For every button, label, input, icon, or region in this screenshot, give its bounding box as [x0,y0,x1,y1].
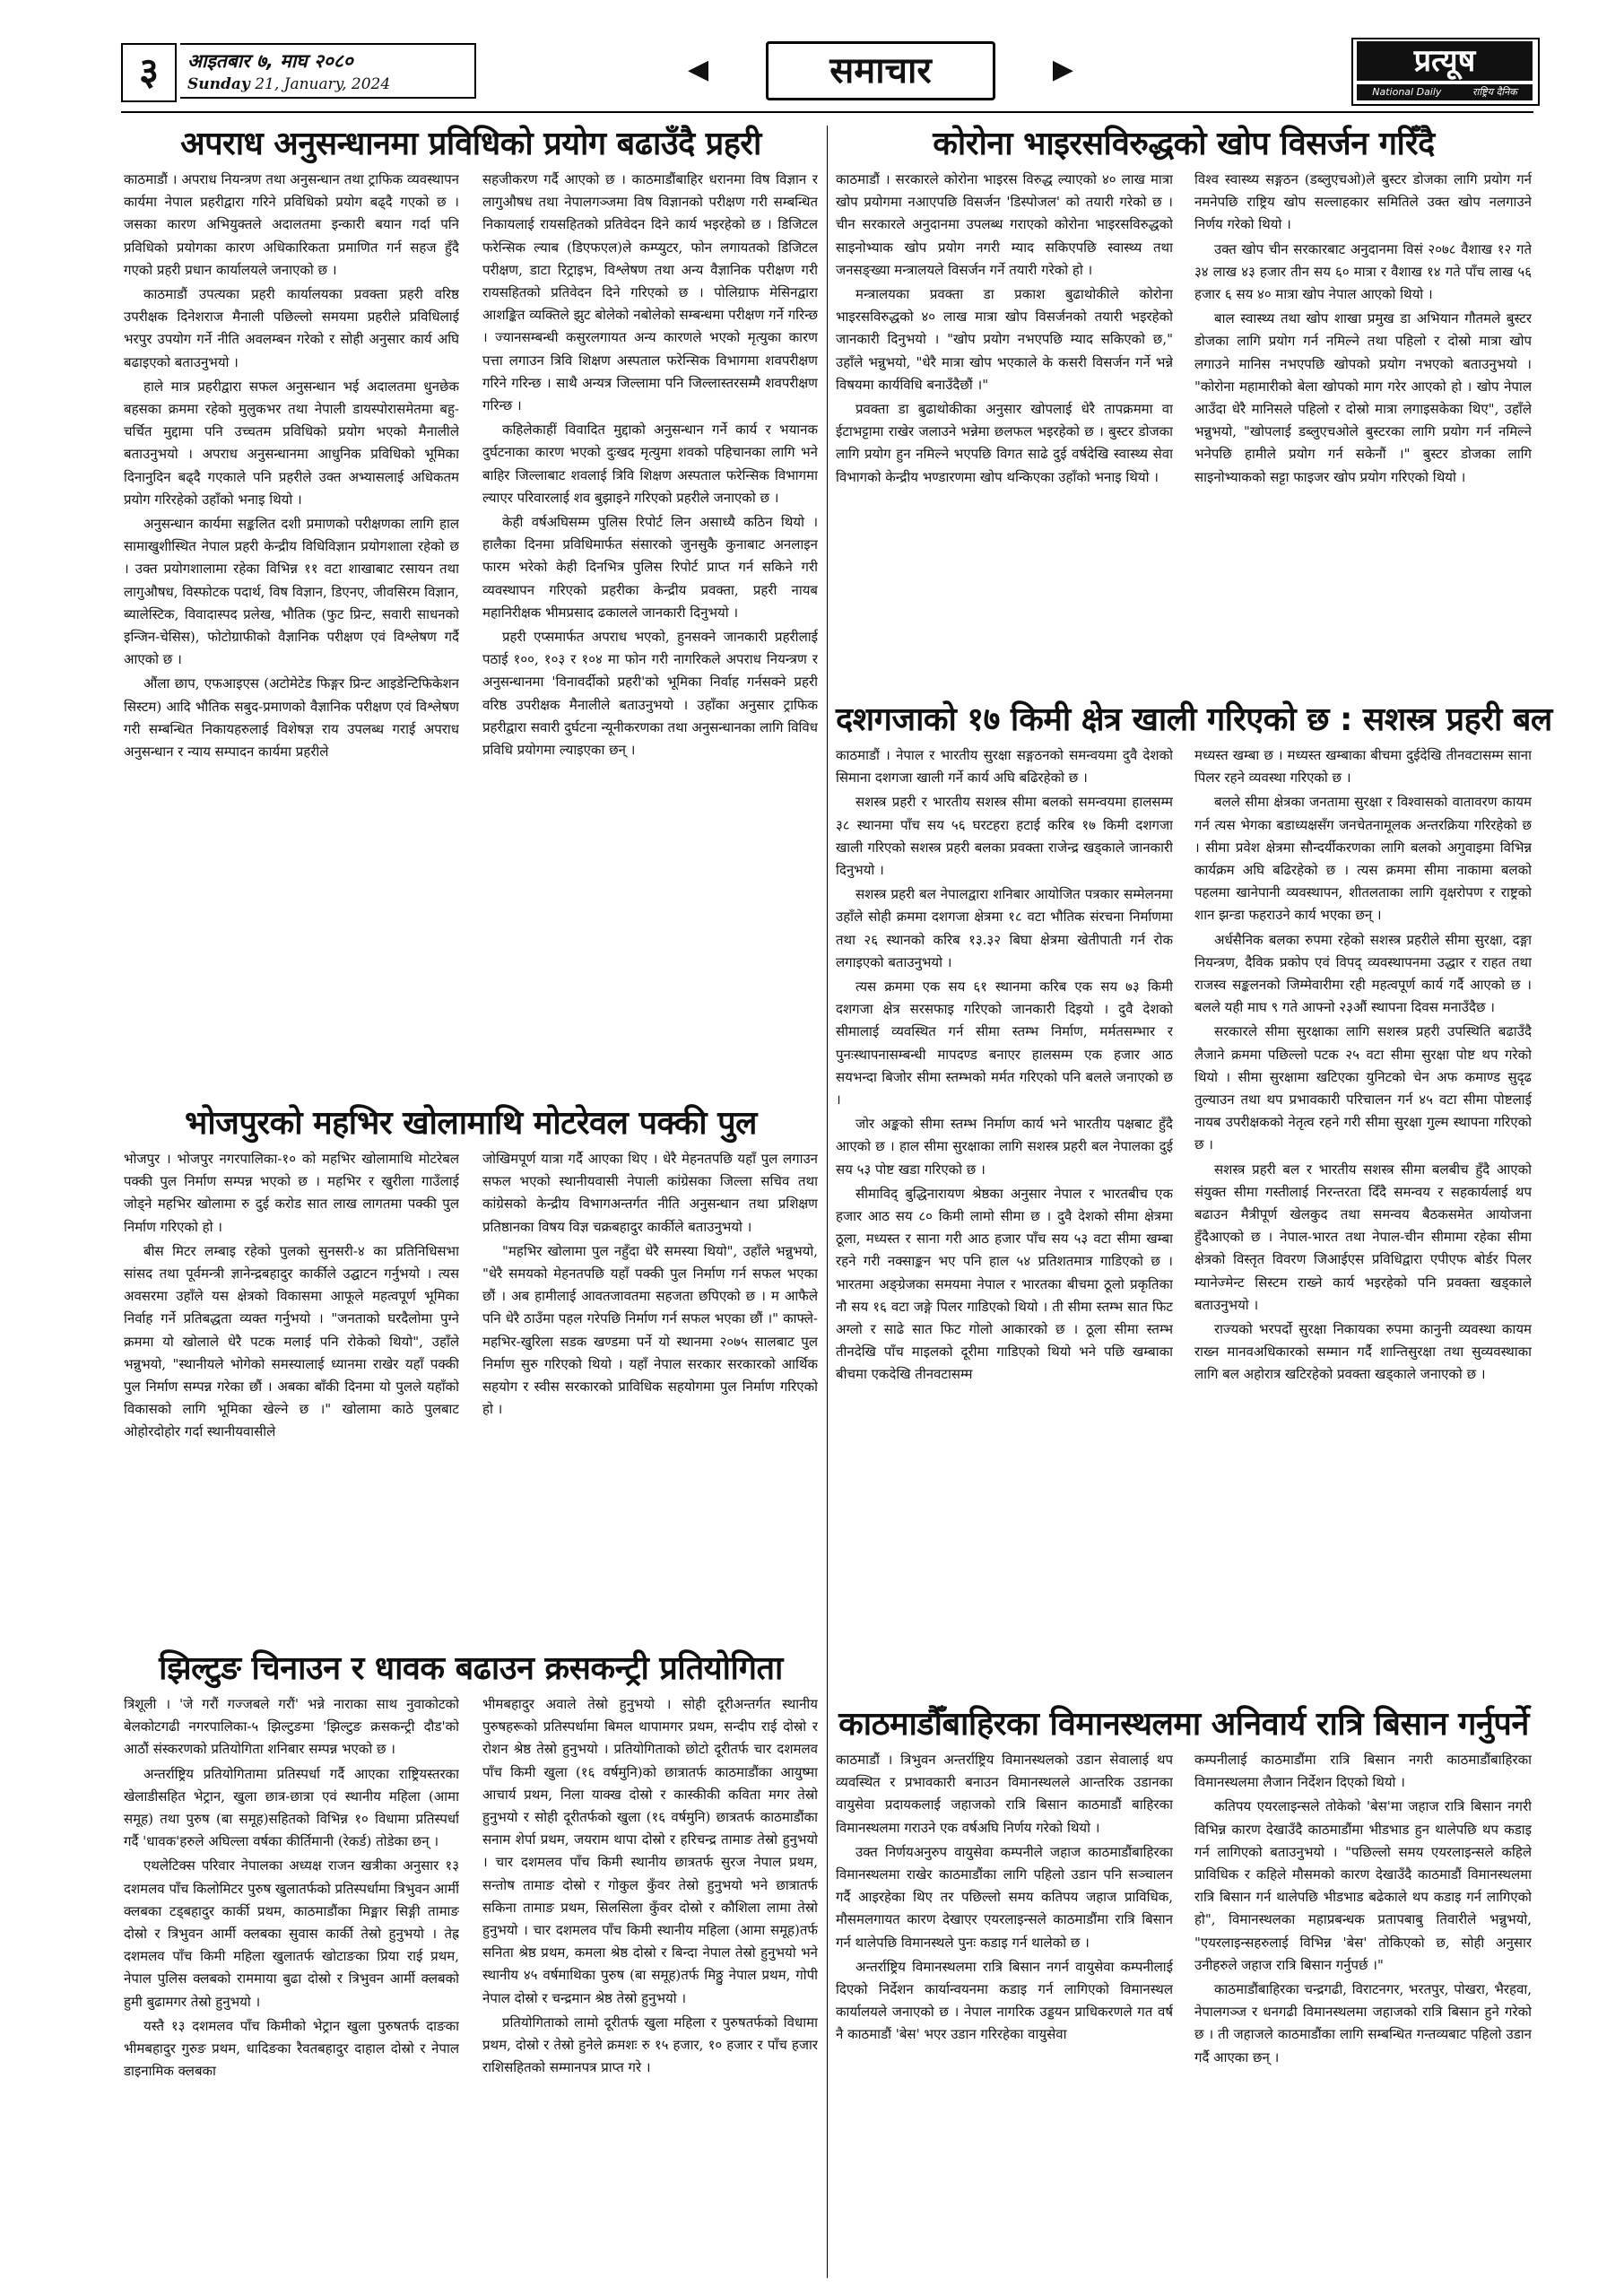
section-heading [688,41,1073,100]
newspaper-logo [1351,38,1540,106]
header-rule [121,111,1533,113]
article-airport-title: काठमाडौँबाहिरका विमानस्थलमा अनिवार्य रात्रि बिसान गर्नुपर्ने [838,1706,1529,1743]
article-paragraph: विश्व स्वास्थ्य सङ्गठन (डब्लुएचओ)ले बुस्टर डोजका लागि प्रयोग गर्न नमनेपछि राष्ट्रिय खोप सल्लाहकार समितिले उक्त खोप नलगाउने निर्णय गरेको थियो । [1194,171,1532,233]
article-paragraph: अनुसन्धान कार्यमा सङ्कलित दशी प्रमाणको परीक्षणका लागि हाल सामाखुशीस्थित नेपाल प्रहरी केन्द्रीय विधिविज्ञान प्रयोगशाला रहेको छ । उक्त प्रयोगशालामा रहेका विभिन्न ११ वटा शाखाबाट रसायन तथा लागुऔषध, विस्फोटक पदार्थ, विष विज्ञान, डिएनए, जीवसिरम विज्ञान, ब्यालेस्टिक, विवादास्पद प्रलेख, भौतिक (फुट प्रिन्ट, सवारी साधनको इन्जिन-चेसिस), फोटोग्राफीको वैज्ञानिक परीक्षण एवं विश्लेषण गर्दै आएको छ । [124,516,459,668]
logo-sub-right: राष्ट्रिय दैनिक [1472,86,1517,98]
article-border [836,700,1552,1704]
article-paragraph: केही वर्षअघिसम्म पुलिस रिपोर्ट लिन असाध्यै कठिन थियो । हालैका दिनमा प्रविधिमार्फत संसारको जुनसुकै कुनाबाट अनलाइन फारम भरेको केही दिनभित्र पुलिस रिपोर्ट प्राप्त गर्न सकिने गरी व्यवस्थापन गरिएको प्रहरीका केन्द्रीय प्रवक्ता, प्रहरी नायब महानिरीक्षक भीमप्रसाद ढकालले जानकारी दिनुभयो । [482,514,818,621]
article-race-col1 [124,1693,459,2285]
article-paragraph: सशस्त्र प्रहरी बल र भारतीय सशस्त्र सीमा बलबीच हुँदै आएको संयुक्त सीमा गस्तीलाई निरन्तरता दिँदै समन्वय र सहकार्यलाई थप बढाउन मैत्रीपूर्ण खेलकुद तथा समन्वय बैठकसमेत आयोजना हुँदैआएको छ । नेपाल-भारत तथा नेपाल-चीन सीमामा रहेका सीमा क्षेत्रको विस्तृत विवरण जिआईएस प्रविधिद्वारा एपीएफ बोर्डर पिलर म्यानेज्मेन्ट सिस्टम राख्ने कार्य भइरहेको पनि प्रवक्ता खड्काले बताउनुभयो । [1194,1161,1532,1313]
article-paragraph: मध्यस्त खम्बा छ । मध्यस्त खम्बाका बीचमा दुईदेखि तीनवटासम्म साना पिलर रहने व्यवस्था गरिएको छ । [1194,747,1532,787]
article-paragraph: एथलेटिक्स परिवार नेपालका अध्यक्ष राजन खत्रीका अनुसार १३ दशमलव पाँच किलोमिटर पुरुष खुलातर्फको प्रतिस्पर्धामा त्रिभुवन आर्मी क्लबका टड्बहादुर कार्की प्रथम, काठमाडौंका मिङ्मार सिङ्गी तामाङ दोस्रो र त्रिभुवन आर्मी क्लबका सुवास कार्की तेस्रो हुनुभयो । तेह्र दशमलव पाँच किमी महिला खुलातर्फ खोटाङका प्रिया राई प्रथम, नेपाल पुलिस क्लबको राममाया बुढा दोस्रो र त्रिभुवन आर्मी क्लबको हुमी बुढामगर तेस्रो हुनुभयो । [124,1857,459,2010]
article-paragraph: "महभिर खोलामा पुल नहुँदा धेरै समस्या थियो", उहाँले भन्नुभयो, "धेरै समयको मेहनतपछि यहाँ पक्की पुल निर्माण गर्न सफल भएका छौं । अब हामीलाई आवतजावतमा सहजता छपिएको छ । म आफैले पनि धेरै ठाउँमा पहल गरेपछि निर्माण गर्न सफल भएका छौं ।" काफ्ले-महभिर-खुरिला सडक खण्डमा पर्ने यो स्थानमा २०७५ सालबाट पुल निर्माण सुरु गरिएको थियो । यहाँ नेपाल सरकार सरकारको आर्थिक सहयोग र स्वीस सरकारको प्राविधिक सहयोगमा पुल निर्माण गरिएको हो । [482,1242,818,1418]
article-paragraph: काठमाडौं । सरकारले कोरोना भाइरस विरुद्ध ल्याएको ४० लाख मात्रा खोप प्रयोगमा नआएपछि विसर्जन 'डिस्पोजल' को तयारी गरेको छ । चीन सरकारले अनुदानमा उपलब्ध गराएको कोरोना भाइरसविरुद्धको साइनोभ्याक खोप प्रयोग नगरी म्याद सकिएपछि स्वास्थ्य तथा जनसङ्ख्या मन्त्रालयले विसर्जन गर्ने तयारी गरेको हो । [836,171,1173,278]
arrow-right-icon: ▶ [1052,54,1073,85]
article-paragraph: काठमाडौं । त्रिभुवन अन्तर्राष्ट्रिय विमानस्थलको उडान सेवालाई थप व्यवस्थित र प्रभावकारी बनाउन विमानस्थलले आन्तरिक उडानका वायुसेवा प्रदायकलाई जहाजको रात्रि बिसान काठमाडौं बाहिरका विमानस्थलमा गराउने एक वर्षअघि निर्णय गरेको थियो । [836,1752,1173,1836]
article-paragraph: भीमबहादुर अवाले तेस्रो हुनुभयो । सोही दूरीअन्तर्गत स्थानीय पुरुषहरूको प्रतिस्पर्धामा बिमल थापामगर प्रथम, सन्दीप राई दोस्रो र रोशन श्रेष्ठ तेस्रो हुनुभयो । प्रतियोगिताको छोटो दूरीतर्फ चार दशमलव पाँच किमी खुला (१६ वर्षमुनि)को छात्रातर्फ काठमाडौंका आयुष्मा आचार्य प्रथम, निला याक्ख दोस्रो र कास्कीकी कविता मगर तेस्रो हुनुभयो र सोही दूरीतर्फको खुला (१६ वर्षमुनि) छात्रतर्फ काठमाडौंका सनाम शेर्पा प्रथम, जयराम थापा दोस्रो र हरिचन्द्र तामाङ तेस्रो हुनुभयो । चार दशमलव पाँच किमी स्थानीय छात्रतर्फ सुरज नेपाल प्रथम, सन्तोष तामाङ दोस्रो र गोकुल कुँवर तेस्रो हुनुभयो भने छात्रातर्फ सकिना तामाङ प्रथम, सिलसिला कुँवर दोस्रो र कौशिला लामा तेस्रो हुनुभयो । चार दशमलव पाँच किमी स्थानीय महिला (आमा समूह)तर्फ सनिता श्रेष्ठ प्रथम, कमला श्रेष्ठ दोस्रो र बिन्दा नेपाल तेस्रो हुनुभयो भने स्थानीय ४५ वर्षमाथिका पुरुष (बा समूह)तर्फ मिठ्ठु नेपाल प्रथम, गोपी नेपाल दोस्रो र चन्द्रमान श्रेष्ठ तेस्रो हुनुभयो । [482,1696,818,2006]
date-english-date: 21, January, 2024 [255,75,391,93]
article-bridge [124,1103,818,1650]
article-paragraph: प्रतियोगिताको लामो दूरीतर्फ खुला महिला र पुरुषतर्फको विधामा प्रथम, दोस्रो र तेस्रो हुनेले क्रमशः रु १५ हजार, १० हजार र पाँच हजार राशिसहितको सम्मानपत्र प्राप्त गरे । [482,2013,818,2076]
half-divider [827,126,828,2278]
article-paragraph: त्यस क्रममा एक सय ६१ स्थानमा करिब एक सय ७३ किमी दशगजा क्षेत्र सरसफाइ गरिएको जानकारी दिइयो । दुवै देशको सीमालाई व्यवस्थित गर्न सीमा स्तम्भ निर्माण, मर्मतसम्भार र पुनःस्थापनासम्बन्धी मापदण्ड बनाएर हालसम्म एक हजार आठ सयभन्दा बिजोर सीमा स्तम्भको मर्मत गरिएको पनि बलले जनाएको छ । [836,978,1173,1109]
article-paragraph: कतिपय एयरलाइन्सले तोकेको 'बेस'मा जहाज रात्रि बिसान नगरी विभिन्न कारण देखाउँदै काठमाडौंमा भीडभाड हुन थालेपछि थप कडाइ गर्न लागिएको बताउनुभयो । "पछिल्लो समय एयरलाइन्सले कहिले प्राविधिक र कहिले मौसमको कारण देखाउँदै काठमाडौं विमानस्थलमा रात्रि बिसान गर्न थालेपछि भीडभाड बढेकाले थप कडाइ गर्न लागिएको हो", विमानस्थलका महाप्रबन्धक प्रतापबाबु तिवारीले भन्नुभयो, "एयरलाइन्सहरुलाई विभिन्न 'बेस' तोकिएको छ, सोही अनुसार उनीहरुले जहाज रात्रि बिसान गर्नुपर्छ ।" [1194,1798,1532,1973]
article-bridge-title: भोजपुरको महभिर खोलामाथि मोटरेवल पक्की पुल [185,1105,757,1142]
article-paragraph: जोर अङ्कको सीमा स्तम्भ निर्माण कार्य भने भारतीय पक्षबाट हुँदै आएको छ । हाल सीमा सुरक्षाका लागि सशस्त्र प्रहरी बल नेपालका दुई सय ५३ पोष्ट खडा गरिएको छ । [836,1116,1173,1178]
article-crime-col1 [124,169,459,1128]
article-paragraph: सशस्त्र प्रहरी बल नेपालद्वारा शनिबार आयोजित पत्रकार सम्मेलनमा उहाँले सोही क्रममा दशगजा क्षेत्रमा १८ वटा भौतिक संरचना निर्माणमा तथा २६ स्थानको करिब १३.३२ बिघा क्षेत्रमा खेतीपाती गर्न रोक लगाइएको बताउनुभयो । [836,886,1173,970]
article-paragraph: काठमाडौं । अपराध नियन्त्रण तथा अनुसन्धान तथा ट्राफिक व्यवस्थापन कार्यमा नेपाल प्रहरीद्वारा गरिने प्रविधिको प्रयोग बढ्दै गएको छ । जसका कारण अभियुक्तले अदालतमा इन्कारी बयान गर्दा पनि प्रविधिको प्रयोगका कारण अधिकारिकता प्रमाणित गर्न सहज हुँदै गएको प्रहरी प्रधान कार्यालयले जनाएको छ । [124,171,459,278]
article-border-col2 [1194,744,1532,1704]
article-race-col2 [482,1693,818,2285]
article-paragraph: उक्त निर्णयअनुरुप वायुसेवा कम्पनीले जहाज काठमाडौंबाहिरका विमानस्थलमा राखेर काठमाडौंका लागि पहिलो उडान पनि सञ्चालन गर्दै आइरहेका थिए तर पछिल्लो समय कतिपय जहाज प्राविधिक, मौसमलगायत कारण देखाएर एयरलाइन्सले काठमाडौंमा रात्रि बिसान गर्न थालेपछि विमानस्थले पुनः कडाइ गर्न थालेको छ । [836,1843,1173,1951]
date-english [187,75,474,93]
article-paragraph: कहिलेकाहीं विवादित मुद्दाको अनुसन्धान गर्ने कार्य र भयानक दुर्घटनाका कारण भएको दुःखद मृत्युमा शवको पहिचानका लागि भने बाहिर जिल्लाबाट शवलाई त्रिवि शिक्षण अस्पताल फरेन्सिक विभागमा ल्याएर परिवारलाई शव बुझाइने गरिएको प्रहरीले जनाएको छ । [482,422,818,506]
date-block [180,43,476,99]
article-airport-col2 [1194,1749,1532,2287]
article-vaccine-col2 [1194,169,1532,689]
article-vaccine-title: कोरोना भाइरसविरुद्धको खोप विसर्जन गरिँदै [933,126,1435,162]
page-header [121,38,1533,108]
article-paragraph: सीमाविद् बुद्धिनारायण श्रेष्ठका अनुसार नेपाल र भारतबीच एक हजार आठ सय ८० किमी लामो सीमा छ । दुवै देशको सीमा क्षेत्रमा ठूला, मध्यस्त र साना गरी आठ हजार पाँच सय ५३ वटा सीमा खम्बा रहने गरी नक्साङ्कन भए पनि हाल ५४ प्रतिशतमात्र गाडिएको छ । भारतमा अङ्ग्रेजका समयमा नेपाल र भारतका बीचमा ठूलो प्रकृतिका नौ सय १६ वटा जङ्गे पिलर गाडिएको थियो । ती सीमा स्तम्भ सात फिट अग्लो र साढे सात फिट गोलो आकारको छ । ठूला सीमा स्तम्भ तीनदेखि पाँच माइलको दूरीमा गाडिएको थियो भने पछि खम्बाका बीचमा एकदेखि तीनवटासम्म [836,1185,1173,1383]
article-border-title: दशगजाको १७ किमी क्षेत्र खाली गरिएको छ : सशस्त्र प्रहरी बल [836,701,1552,738]
article-paragraph: जोखिमपूर्ण यात्रा गर्दै आएका थिए । धेरै मेहनतपछि यहाँ पुल लगाउन सफल भएको स्थानीयवासी नेपाली कांग्रेसका जिल्ला सचिव तथा कांग्रेसको केन्द्रीय विभागअन्तर्गत नीति अनुसन्धान तथा प्रशिक्षण प्रतिष्ठानका विषय विज्ञ चक्रबहादुर कार्कीले बताउनुभयो । [482,1151,818,1235]
article-paragraph: यस्तै १३ दशमलव पाँच किमीको भेट्रान खुला पुरुषतर्फ दाङका भीमबहादुर गुरुङ प्रथम, धादिङका रैवतबहादुर दाहाल दोस्रो र नेपाल डाइनामिक क्लबका [124,2017,459,2080]
date-english-day: Sunday [187,75,250,93]
logo-sub-left: National Daily [1372,86,1442,98]
article-border-col1 [836,744,1173,1704]
article-bridge-col2 [482,1148,818,1650]
article-paragraph: प्रहरी एप्समार्फत अपराध भएको, हुनसक्ने जानकारी प्रहरीलाई पठाई १००, १०३ र १०४ मा फोन गरी नागरिकले अपराध नियन्त्रण र अनुसन्धानमा 'विनावर्दीको प्रहरी'को भूमिका निर्वाह गर्नसक्ने प्रहरी वरिष्ठ उपरीक्षक मैनालीले बताउनुभयो । उहाँका अनुसार ट्राफिक प्रहरीद्वारा सवारी दुर्घटना न्यूनीकरणका तथा अनुसन्धानका लागि विविध प्रविधि प्रयोगमा ल्याइएका छन् । [482,629,818,759]
article-paragraph: राज्यको भरपर्दो सुरक्षा निकायका रुपमा कानुनी व्यवस्था कायम राख्न मानवअधिकारको सम्मान गर्दै शान्तिसुरक्षा तथा सुव्यवस्थाका लागि बल अहोरात्र खटिरहेको प्रवक्ता खड्काले जनाएको छ । [1194,1321,1532,1383]
article-bridge-col1 [124,1148,459,1650]
article-paragraph: भोजपुर । भोजपुर नगरपालिका-१० को महभिर खोलामाथि मोटरेबल पक्की पुल निर्माण सम्पन्न भएको छ । महभिर र खुरीला गाउँलाई जोड्ने महभिर खोलामा रु दुई करोड सात लाख लागतमा पक्की पुल निर्माण गरिएको हो । [124,1151,459,1235]
article-paragraph: बलले सीमा क्षेत्रका जनतामा सुरक्षा र विश्वासको वातावरण कायम गर्न त्यस भेगका बडाध्यक्षसँग जनचेतनामूलक अन्तरक्रिया गरिरहेको छ । सीमा प्रवेश क्षेत्रमा सौन्दर्यीकरणका लागि बलको अगुवाइमा विभिन्न कार्यक्रम अघि बढिरहेको छ । त्यस क्रममा सीमा नाकामा बलको पहलमा खानेपानी व्यवस्थापन, शीतलताका लागि वृक्षरोपण र राष्ट्रको शान झन्डा फहराउने कार्य भएका छन् । [1194,794,1532,924]
article-airport-col1 [836,1749,1173,2287]
article-airport [836,1704,1532,2287]
article-paragraph: सरकारले सीमा सुरक्षाका लागि सशस्त्र प्रहरी उपस्थिति बढाउँदै लैजाने क्रममा पछिल्लो पटक २५ वटा सीमा सुरक्षा पोष्ट थप गरेको थियो । सीमा सुरक्षामा खटिएका युनिटको चेन अफ कमाण्ड सुदृढ तुल्याउन तथा थप प्रभावकारी परिचालन गर्न ४५ वटा सीमा पोष्टलाई नायब उपरीक्षकको नेतृत्व रहने गरी सीमा सुरक्षा गुल्म स्थापना गरिएको छ । [1194,1023,1532,1153]
article-paragraph: मन्त्रालयका प्रवक्ता डा प्रकाश बुढाथोकीले कोरोना भाइरसविरुद्धको ४० लाख मात्रा खोप विसर्जनको तयारी भइरहेको जानकारी दिनुभयो । "खोप प्रयोग नभएपछि म्याद सकिएको छ," उहाँले भन्नुभयो, "धेरै मात्रा खोप भएकाले के कसरी विसर्जन गर्ने भन्ने विषयमा कार्यविधि बनाउँदैछौं ।" [836,286,1173,393]
article-paragraph: काठमाडौं उपत्यका प्रहरी कार्यालयका प्रवक्ता प्रहरी वरिष्ठ उपरीक्षक दिनेशराज मैनाली पछिल्लो समयमा प्रहरीले प्रविधिलाई भरपुर उपयोग गर्ने नीति अवलम्बन गरेको र सोही अनुसार कार्य अघि बढाइएको बताउनुभयो । [124,286,459,370]
article-paragraph: कम्पनीलाई काठमाडौंमा रात्रि बिसान नगरी काठमाडौंबाहिरका विमानस्थलमा लैजान निर्देशन दिएको थियो । [1194,1752,1532,1791]
section-label: समाचार [766,41,995,100]
article-crime [124,124,818,1128]
article-paragraph: बीस मिटर लम्बाइ रहेको पुलको सुनसरी-४ का प्रतिनिधिसभा सांसद तथा पूर्वमन्त्री ज्ञानेन्द्रबहादुर कार्कीले उद्घाटन गर्नुभयो । त्यस अवसरमा उहाँले यस क्षेत्रको विकासमा आफूले महत्वपूर्ण भूमिका निर्वाह गर्ने प्रतिबद्धता व्यक्त गर्नुभयो । "जनताको घरदैलोमा पुग्ने क्रममा यो खोलाले धेरै पटक मलाई पनि रोकेको थियो", उहाँले भन्नुभयो, "स्थानीयले भोगेको समस्यालाई ध्यानमा राखेर यहाँ पक्की पुल निर्माण सम्पन्न गरेका छौं । अबका बाँकी दिनमा यो पुलले यहाँको विकासको लागि भूमिका खेल्ने छ ।" खोलामा काठे पुलबाट ओहोरदोहोर गर्दा स्थानीयवासीले [124,1242,459,1440]
article-crime-col2 [482,169,818,1128]
article-paragraph: हाले मात्र प्रहरीद्वारा सफल अनुसन्धान भई अदालतमा धुनछेक बहसका क्रममा रहेको मुलुकभर तथा नेपाली डायस्पोरासमेतमा बहु-चर्चित मुद्दामा पनि उच्चतम प्रविधिको प्रयोग भएको मैनालीले बताउनुभयो । अपराध अनुसन्धानमा आधुनिक प्रविधिको भूमिका दिनानुदिन बढ्दै गएकाले पनि प्रहरीले उक्त अभ्यासलाई अधिकतम प्रयोग गरिरहेको उहाँको भनाइ थियो । [124,378,459,508]
page-number: ३ [121,43,177,102]
article-crime-title: अपराध अनुसन्धानमा प्रविधिको प्रयोग बढाउँदै प्रहरी [180,126,761,162]
arrow-left-icon: ◀ [688,54,709,85]
article-paragraph: त्रिशूली । 'जे गरौं गज्जबले गरौं' भन्ने नाराका साथ नुवाकोटको बेलकोटगढी नगरपालिका-५ झिल्टुङमा 'झिल्टुङ क्रसकन्ट्री दौड'को आठौं संस्करणको प्रतियोगिता शनिबार सम्पन्न भएको छ । [124,1696,459,1758]
article-race [124,1648,818,2285]
article-paragraph: काठमाडौंबाहिरका चन्द्रगढी, विराटनगर, भरतपुर, पोखरा, भैरहवा, नेपालगञ्ज र धनगढी विमानस्थलमा जहाजको रात्रि बिसान हुने गरेको छ । ती जहाजले काठमाडौंका लागि सम्बन्धित गन्तव्यबाट पहिलो उडान गर्दै आएका छन् । [1194,1981,1532,2066]
article-vaccine-col1 [836,169,1173,689]
article-race-title: झिल्टुङ चिनाउन र धावक बढाउन क्रसकन्ट्री प्रतियोगिता [159,1650,783,1687]
article-paragraph: अन्तर्राष्ट्रिय प्रतियोगितामा प्रतिस्पर्धा गर्दै आएका राष्ट्रियस्तरका खेलाडीसहित भेट्रान, खुला छात्र-छात्रा एवं स्थानीय महिला (आमा समूह) तथा पुरुष (बा समूह)सहितको विभिन्न १० विधामा प्रतिस्पर्धा गर्दै 'धावक'हरुले अघिल्ला वर्षका कीर्तिमानी (रेकर्ड) तोडेका छन् । [124,1765,459,1850]
article-paragraph: प्रवक्ता डा बुढाथोकीका अनुसार खोपलाई धेरै तापक्रममा वा ईटाभट्टामा राखेर जलाउने भन्नेमा छलफल भइरहेको छ । बुस्टर डोजका लागि प्रयोग हुन नमिल्ने भएपछि विगत साढे दुई वर्षदेखि स्वास्थ्य सेवा विभागको केन्द्रीय भण्डारणमा खोप थन्किएका उहाँको भनाइ थियो । [836,401,1173,485]
article-paragraph: अन्तर्राष्ट्रिय विमानस्थलमा रात्रि बिसान नगर्न वायुसेवा कम्पनीलाई दिएको निर्देशन कार्यान्वयनमा कडाइ गर्न लागिएको विमानस्थल कार्यालयले जनाएको छ । नेपाल नागरिक उड्डयन प्राधिकरणले गत वर्ष नै काठमाडौं 'बेस' भएर उडान गरिरहेका वायुसेवा [836,1958,1173,2043]
article-paragraph: बाल स्वास्थ्य तथा खोप शाखा प्रमुख डा अभियान गौतमले बुस्टर डोजका लागि प्रयोग गर्न नमिल्ने तथा पहिलो र दोस्रो मात्रा खोप लगाउने मानिस नभएपछि खोपको प्रयोग नभएको बताउनुभयो । "कोरोना महामारीको बेला खोपको माग गरेर आएको हो । खोप नेपाल आउँदा धेरै मानिसले पहिलो र दोस्रो मात्रा लगाइसकेका थिए", उहाँले भन्नुभयो, "खोपलाई डब्लुएचओले बुस्टरका लागि प्रयोग गर्न नमिल्ने भनेपछि हामीले प्रयोग गर्न सकेनौं ।" बुस्टर डोजका लागि साइनोभ्याकको सट्टा फाइजर खोप प्रयोग गरिएको थियो । [1194,310,1532,485]
article-paragraph: सहजीकरण गर्दै आएको छ । काठमाडौंबाहिर धरानमा विष विज्ञान र लागुऔषध तथा नेपालगञ्जमा विष विज्ञानको परीक्षण गरी सम्बन्धित निकायलाई रायसहितको प्रतिवेदन दिने कार्य भइरहेको छ । डिजिटल फरेन्सिक ल्याब (डिएफएल)ले कम्प्युटर, फोन लगायतको डिजिटल परीक्षण, डाटा रिट्राइभ, विश्लेषण तथा अन्य वैज्ञानिक परीक्षण गरी रायसहितको प्रतिवेदन दिने गरिएको छ । पोलिग्राफ मेसिनद्वारा आशङ्कित व्यक्तिले झुट बोलेको नबोलेको सम्बन्धमा परीक्षण गर्ने गरिन्छ । ज्यानसम्बन्धी कसुरलगायत अन्य कारणले भएको मृत्युका कारण पत्ता लगाउन त्रिवि शिक्षण अस्पताल फरेन्सिक विभागमा शवपरीक्षण गरिने गरिन्छ । साथै अन्यत्र जिल्लामा पनि जिल्लास्तरसम्मै शवपरीक्षण गरिन्छ । [482,171,818,414]
article-paragraph: औंला छाप, एफआइएस (अटोमेटेड फिङ्गर प्रिन्ट आइडेन्टिफिकेशन सिस्टम) आदि भौतिक सबुद-प्रमाणको वैज्ञानिक परीक्षण एवं विश्लेषण गरी सम्बन्धित निकायहरुलाई विशेषज्ञ राय उपलब्ध गराई अपराध अनुसन्धान र न्याय सम्पादन कार्यमा प्रहरीले [124,675,459,761]
article-paragraph: उक्त खोप चीन सरकारबाट अनुदानमा विसं २०७८ वैशाख १२ गते ३४ लाख ४३ हजार तीन सय ६० मात्रा र वैशाख १४ गते पाँच लाख ५६ हजार ६ सय ४० मात्रा खोप नेपाल आएको थियो । [1194,240,1532,303]
article-paragraph: अर्धसैनिक बलका रुपमा रहेको सशस्त्र प्रहरीले सीमा सुरक्षा, दङ्गा नियन्त्रण, दैविक प्रकोप एवं विपद् व्यवस्थापनमा उद्धार र राहत तथा राजस्व सङ्कलनको जिम्मेवारीमा रही महत्वपूर्ण कार्य गर्दै आएको छ । बलले यही माघ ९ गते आफ्नो २३औं स्थापना दिवस मनाउँदैछ । [1194,931,1532,1016]
article-paragraph: सशस्त्र प्रहरी र भारतीय सशस्त्र सीमा बलको समन्वयमा हालसम्म ३८ स्थानमा पाँच सय ५६ घरटहरा हटाई करिब १७ किमी दशगजा खाली गरिएको सशस्त्र प्रहरी बलका प्रवक्ता राजेन्द्र खड्काले जानकारी दिनुभयो । [836,794,1173,879]
logo-subtitle [1357,84,1533,100]
article-paragraph: काठमाडौं । नेपाल र भारतीय सुरक्षा सङ्गठनको समन्वयमा दुवै देशको सिमाना दशगजा खाली गर्ने कार्य अघि बढिरहेको छ । [836,747,1173,787]
article-vaccine [836,124,1532,689]
date-nepali: आइतबार ७, माघ २०८० [187,50,353,72]
logo-text: प्रत्यूष [1357,41,1533,81]
